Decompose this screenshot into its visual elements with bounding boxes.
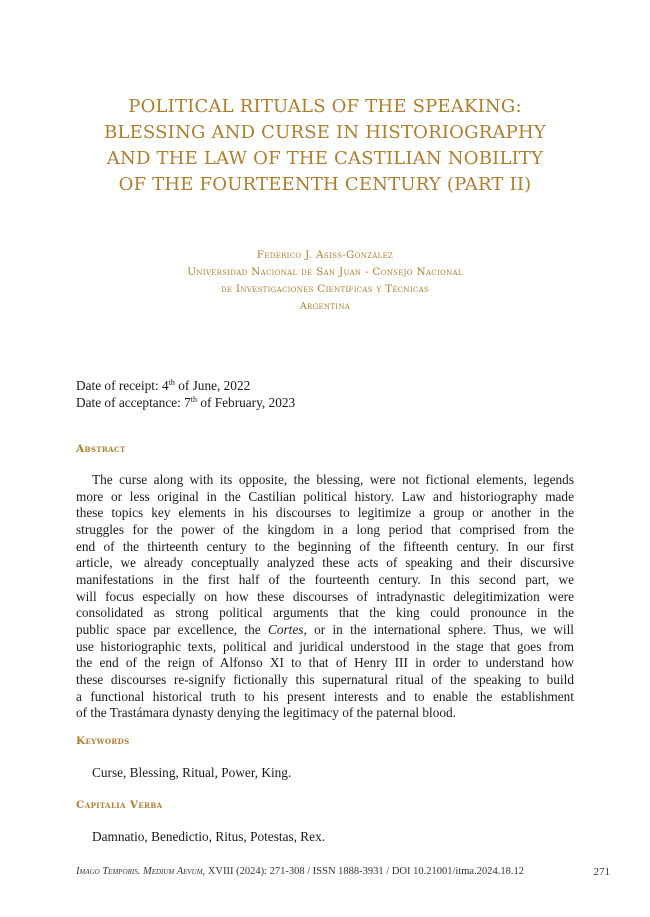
abstract-line: end of the thirteenth century to the beginning of the fifteenth century. In our first <box>76 538 574 554</box>
abstract-line: a functional historical truth to his present interests and to enable the establishment <box>76 688 574 704</box>
title-line: AND THE LAW OF THE CASTILIAN NOBILITY <box>106 148 544 169</box>
page-footer <box>76 866 610 877</box>
title-line: BLESSING AND CURSE IN HISTORIOGRAPHY <box>104 122 546 143</box>
acceptance-rest: of February, 2023 <box>197 395 296 410</box>
page-number: 271 <box>593 866 610 878</box>
article-title <box>40 94 610 198</box>
date-of-receipt <box>76 377 295 394</box>
title-line: OF THE FOURTEENTH CENTURY (PART II) <box>118 174 532 195</box>
keywords-heading: Keywords <box>76 735 130 747</box>
dates-block <box>76 377 295 411</box>
abstract-line: manifestations in the first half of the fourteenth century. In this second part, we <box>76 571 574 587</box>
author-name: Federico J. Asiss-González <box>256 249 394 261</box>
abstract-line: these topics key elements in his discourses to legitimize a group or another in the <box>76 505 574 521</box>
abstract-line: consolidated as strong political arguments that the king could pronounce in the <box>76 605 574 621</box>
citation-text: XVIII (2024): 271-308 / ISSN 1888-3931 / DOI 10.21001/itma.2024.18.12 <box>205 866 524 877</box>
abstract-line: struggles for the power of the kingdom in a long period that comprised from the <box>76 521 574 537</box>
abstract-line: these discourses re-signify fictionally this supernatural ritual of the speaking to build <box>76 671 574 687</box>
abstract-line: article, we already conceptually analyzed these acts of speaking and their discursive <box>76 555 574 571</box>
title-line: POLITICAL RITUALS OF THE SPEAKING: <box>128 96 522 117</box>
author-country: Argentina <box>299 301 351 312</box>
capitalia-text: Damnatio, Benedictio, Ritus, Potestas, Rex. <box>92 829 326 844</box>
abstract-line: of the Trastámara dynasty denying the legitimacy of the paternal blood. <box>76 705 456 721</box>
abstract-text: , or in the international sphere. Thus, we will <box>303 621 574 637</box>
author-block <box>40 247 610 315</box>
cortes-italic: Cortes <box>267 621 304 637</box>
journal-name: Imago Temporis. Medium Aevum, <box>76 866 206 877</box>
affiliation-line: de Investigaciones Científicas y Técnicas <box>220 283 430 295</box>
receipt-text: Date of receipt: 4 <box>76 378 169 393</box>
capitalia-heading: Capitalia Verba <box>76 799 163 811</box>
abstract-line: The curse along with its opposite, the blessing, were not fictional elements, legends <box>92 472 574 487</box>
date-of-acceptance <box>76 394 295 411</box>
abstract-text: public space par excellence, the <box>76 621 268 637</box>
affiliation-line: Universidad Nacional de San Juan - Consejo Nacional <box>187 266 463 278</box>
abstract-line: will focus especially on how these discourses of intradynastic delegitimization were <box>76 588 574 604</box>
abstract-line <box>76 622 574 639</box>
abstract-body <box>76 472 574 722</box>
acceptance-ordinal: th <box>190 395 198 404</box>
abstract-heading: Abstract <box>76 443 126 455</box>
abstract-line: use historiographic texts, political and juridical understood in the stage that goes from <box>76 638 574 654</box>
acceptance-text: Date of acceptance: 7 <box>76 395 191 410</box>
abstract-line: the end of the reign of Alfonso XI to that of Henry III in order to understand how <box>76 655 574 671</box>
keywords-text: Curse, Blessing, Ritual, Power, King. <box>92 765 292 780</box>
abstract-line: more or less original in the Castilian political history. Law and historiography made <box>76 488 574 504</box>
receipt-rest: of June, 2022 <box>174 378 251 393</box>
receipt-ordinal: th <box>168 378 175 387</box>
